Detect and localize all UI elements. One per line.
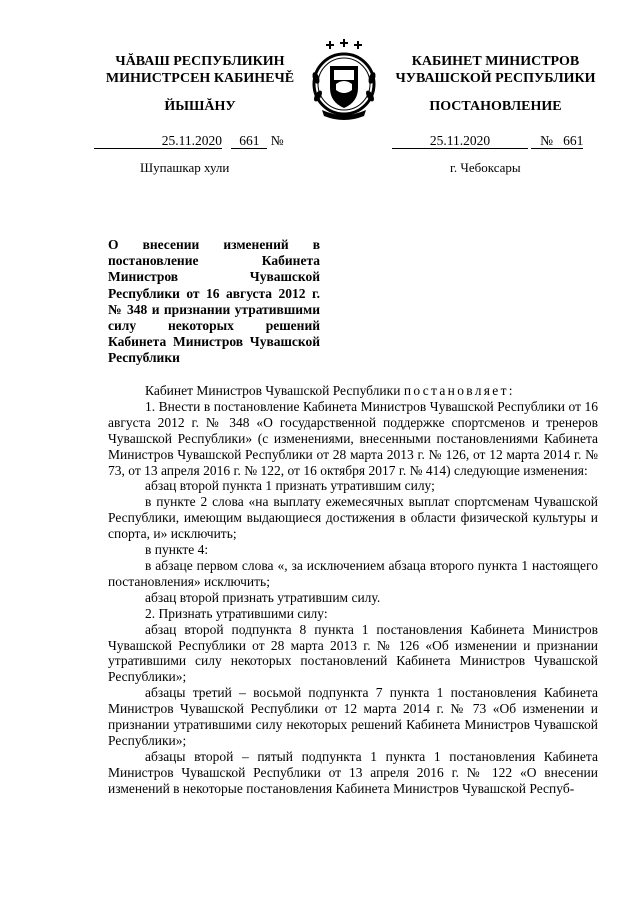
paragraph: в абзаце первом слова «, за исключением абзаца второго пункта 1 настоящего постановления» исключить; [108, 557, 598, 589]
left-date-number-line [94, 133, 299, 149]
paragraph: в пункте 4: [145, 542, 209, 558]
paragraph: абзац второй признать утратившим силу. [145, 589, 381, 605]
right-org-line1: КАБИНЕТ МИНИСТРОВ [411, 54, 580, 69]
document-subject: О внесении изменений в постановление Кабинета Министров Чувашской Республики от 16 августа 2012 г. № 348 и признании утратившими силу некоторых решений Кабинета Министров Чувашской Республики [108, 237, 320, 366]
left-doc-type: ЙЫШĂНУ [164, 99, 236, 114]
right-org-name [388, 53, 603, 87]
right-number-sign: № [540, 133, 553, 148]
right-doc-type: ПОСТАНОВЛЕНИЕ [429, 99, 562, 114]
preamble-start: Кабинет Министров Чувашской Республики [145, 383, 401, 398]
left-org-name [100, 53, 300, 87]
paragraph: абзац второй пункта 1 признать утратившим силу; [145, 478, 435, 494]
preamble-verb: постановляет: [403, 383, 515, 398]
preamble [108, 383, 598, 399]
right-place: г. Чебоксары [450, 160, 521, 175]
left-place: Шупашкар хули [140, 160, 230, 175]
right-date: 25.11.2020 [392, 133, 528, 149]
left-org-line1: ЧĂВАШ РЕСПУБЛИКИН [115, 54, 285, 69]
paragraph: 2. Признать утратившими силу: [145, 605, 328, 621]
left-date: 25.11.2020 [94, 133, 222, 149]
paragraph: 1. Внести в постановление Кабинета Министров Чувашской Республики от 16 августа 2012 г. № 348 «О государственной поддержке спортсменов и тренеров Чувашской Республики» (с изменениями, внесенными постановлениями Кабинета Министров Чувашской Республики от 28 марта 2013 г. № 126, от 12 марта 2014 г. № 73, от 13 апреля 2016 г. № 122, от 16 октября 2017 г. № 414) следующие изменения: [108, 398, 598, 478]
chuvash-coat-of-arms-icon [306, 38, 382, 120]
right-date-number-line [392, 133, 602, 149]
left-org-line2: МИНИСТРСЕН КАБИНЕЧĚ [105, 71, 295, 86]
paragraph: абзац второй подпункта 8 пункта 1 постановления Кабинета Министров Чувашской Республики от 28 марта 2013 г. № 126 «Об изменении и признании утратившими силу некоторых постановлений Кабинета Министров Чувашской Республики»; [108, 621, 598, 685]
paragraph: абзацы третий – восьмой подпункта 7 пункта 1 постановления Кабинета Министров Чувашской Республики от 12 марта 2014 г. № 73 «Об изменении и признании утратившими силу некоторых решений Кабинета Министров Чувашской Республики»; [108, 685, 598, 748]
paragraph: в пункте 2 слова «на выплату ежемесячных выплат спортсменам Чувашской Республики, имеющим выдающиеся достижения в области физической культуры и спорта, и» исключить; [108, 494, 598, 542]
left-number: 661 [231, 133, 267, 149]
left-number-sign: № [270, 133, 284, 148]
right-number [531, 133, 583, 149]
paragraph: абзацы второй – пятый подпункта 1 пункта 1 постановления Кабинета Министров Чувашской Республики от 13 апреля 2016 г. № 122 «О внесении изменений в некоторые постановления Кабинета Министров Чувашской Респуб- [108, 748, 598, 796]
right-org-line2: ЧУВАШСКОЙ РЕСПУБЛИКИ [395, 71, 596, 86]
right-number-value: 661 [563, 133, 584, 148]
document-body [108, 383, 598, 797]
